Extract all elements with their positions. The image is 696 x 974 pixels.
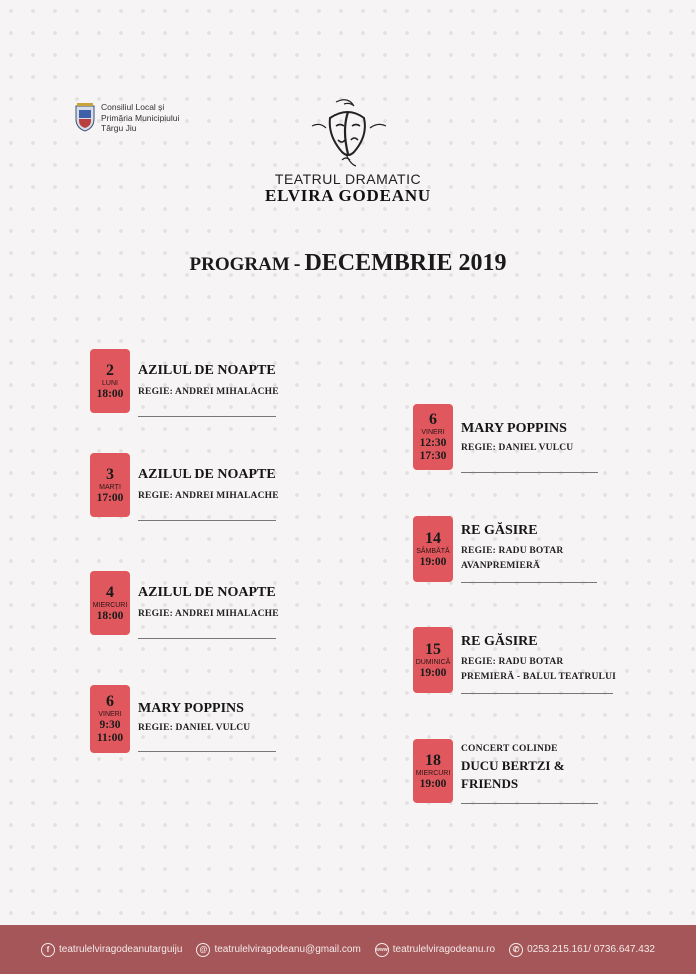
phone-icon: ✆	[509, 943, 523, 957]
date-box	[90, 453, 130, 517]
event-card	[413, 404, 613, 476]
event-time: 11:00	[96, 732, 124, 744]
council-line-1: Consiliul Local și	[101, 102, 165, 112]
event-card	[90, 453, 290, 525]
event-card	[413, 516, 613, 588]
event-director: REGIE: RADU BOTAR	[461, 546, 564, 556]
event-title: RE GĂSIRE	[461, 634, 538, 649]
event-card	[90, 571, 290, 643]
event-day: 15	[425, 640, 441, 658]
event-day: 4	[106, 583, 114, 601]
event-weekday: MIERCURI	[415, 769, 451, 777]
council-header	[74, 102, 179, 134]
event-day: 3	[106, 465, 114, 483]
event-day: 6	[106, 693, 114, 710]
theatre-name-line-2: ELVIRA GODEANU	[265, 186, 431, 205]
divider-line	[461, 803, 598, 804]
council-line-3: Târgu Jiu	[101, 123, 137, 133]
event-time: 12:30	[419, 437, 447, 449]
event-day: 6	[429, 411, 437, 428]
divider-line	[461, 472, 598, 473]
event-day: 14	[425, 529, 441, 547]
event-note: PREMIERĂ - BALUL TEATRULUI	[461, 672, 617, 682]
facebook-handle: teatrulelviragodeanutarguiju	[59, 944, 183, 955]
event-time: 17:00	[96, 491, 124, 504]
event-time: 19:00	[419, 666, 447, 679]
website-url: teatrulelviragodeanu.ro	[392, 944, 496, 955]
event-day: 18	[425, 751, 441, 769]
program-heading	[0, 250, 696, 277]
event-title-line-2: FRIENDS	[461, 776, 519, 791]
divider-line	[461, 582, 597, 583]
facebook-link[interactable]	[41, 943, 182, 957]
event-time: 9:30	[99, 719, 121, 731]
date-box	[90, 685, 130, 753]
event-director: REGIE: ANDREI MIHALACHE	[138, 609, 279, 619]
event-title: AZILUL DE NOAPTE	[138, 467, 276, 482]
date-box	[413, 739, 453, 803]
divider-line	[138, 751, 276, 752]
theatre-name-line-1: TEATRUL DRAMATIC	[274, 171, 422, 187]
event-title: AZILUL DE NOAPTE	[138, 585, 276, 600]
event-director: REGIE: DANIEL VULCU	[138, 723, 251, 733]
date-box	[90, 349, 130, 413]
email-link[interactable]	[196, 943, 360, 957]
event-time: 19:00	[419, 777, 447, 790]
divider-line	[461, 693, 613, 694]
event-weekday: SÂMBĂTĂ	[416, 547, 450, 555]
program-label: PROGRAM	[189, 254, 290, 275]
council-line-2: Primăria Municipiului	[101, 112, 180, 123]
event-title: MARY POPPINS	[461, 421, 567, 436]
coat-of-arms-icon	[74, 102, 96, 132]
event-time: 18:00	[96, 387, 124, 400]
event-title: RE GĂSIRE	[461, 523, 538, 538]
divider-line	[138, 416, 276, 417]
date-box	[413, 627, 453, 693]
facebook-icon: f	[41, 943, 55, 957]
program-dash: -	[293, 253, 301, 275]
date-box	[413, 516, 453, 582]
contact-footer	[0, 925, 696, 974]
event-weekday: VINERI	[98, 711, 122, 718]
event-card	[90, 349, 290, 421]
event-time: 17:30	[419, 450, 447, 462]
date-box	[90, 571, 130, 635]
event-card	[413, 627, 623, 699]
date-box	[413, 404, 453, 470]
website-link[interactable]	[375, 943, 495, 957]
divider-line	[138, 638, 276, 639]
event-title: DUCU BERTZI &	[461, 758, 565, 773]
event-weekday: LUNI	[102, 379, 118, 387]
event-card	[90, 685, 290, 757]
event-card	[413, 739, 613, 811]
event-director: REGIE: ANDREI MIHALACHE	[138, 491, 279, 501]
email-address: teatrulelviragodeanu@gmail.com	[214, 944, 361, 955]
event-time: 19:00	[419, 555, 447, 568]
phone-link[interactable]	[509, 943, 655, 957]
event-weekday: MIERCURI	[92, 601, 128, 609]
program-month: DECEMBRIE 2019	[304, 250, 507, 276]
event-title: AZILUL DE NOAPTE	[138, 363, 276, 378]
at-sign-icon: @	[196, 943, 210, 957]
event-weekday: DUMINICĂ	[415, 658, 451, 666]
event-weekday: VINERI	[421, 429, 445, 436]
event-director: REGIE: RADU BOTAR	[461, 657, 564, 667]
event-note: AVANPREMIERĂ	[461, 561, 541, 571]
event-director: REGIE: ANDREI MIHALACHE	[138, 387, 279, 397]
event-day: 2	[106, 361, 114, 379]
event-pretitle: CONCERT COLINDE	[461, 744, 558, 754]
event-time: 18:00	[96, 609, 124, 622]
event-weekday: MARȚI	[99, 483, 121, 491]
phone-number: 0253.215.161/ 0736.647.432	[527, 944, 655, 955]
divider-line	[138, 520, 276, 521]
event-title: MARY POPPINS	[138, 701, 244, 716]
event-director: REGIE: DANIEL VULCU	[461, 443, 574, 453]
www-icon: www	[375, 943, 389, 957]
theatre-masks-logo	[298, 96, 398, 168]
